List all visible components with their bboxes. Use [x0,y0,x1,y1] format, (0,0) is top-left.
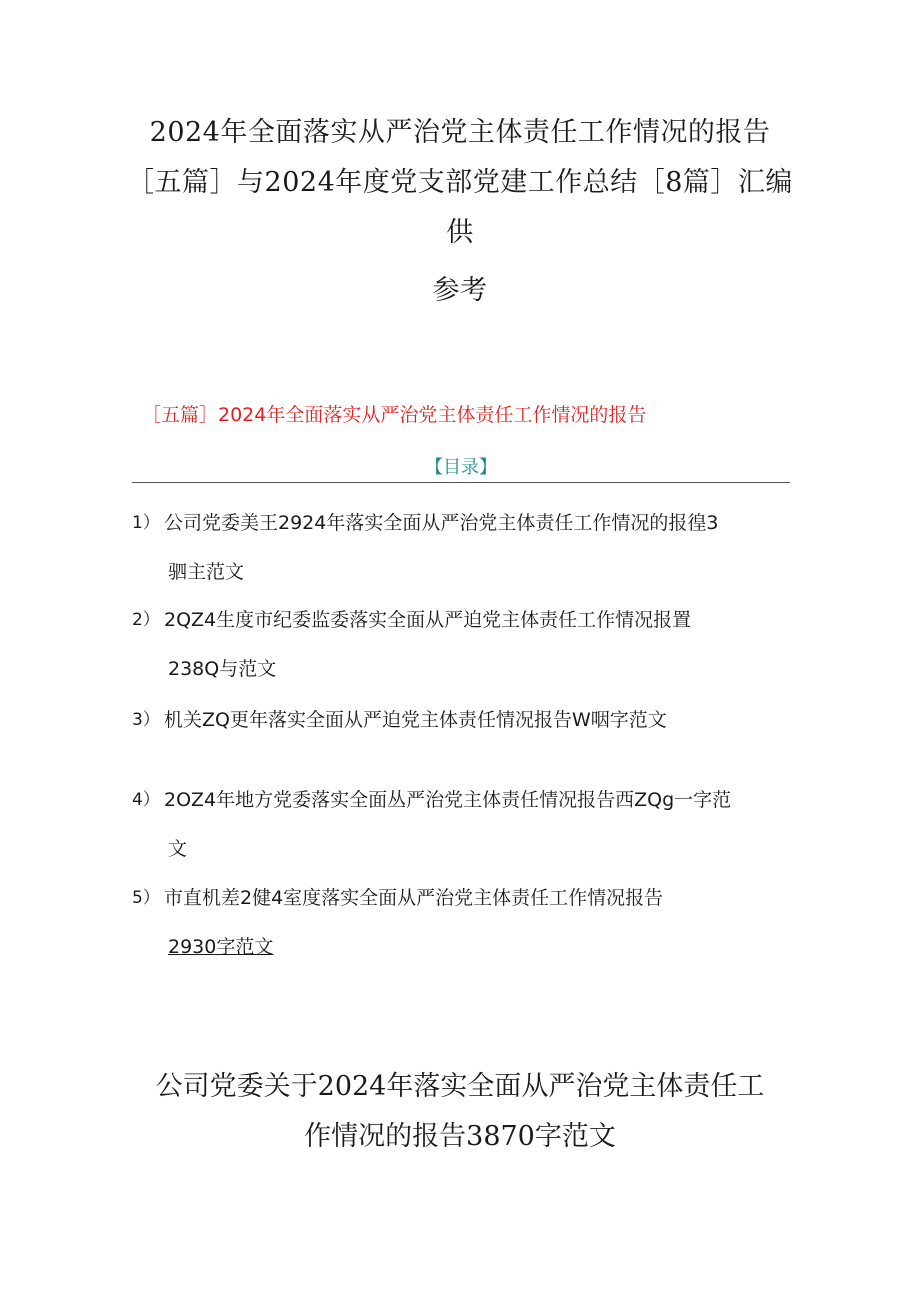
toc-item-line: 机关ZQ更年落实全面从严迫党主体责任情况报告W咽字范文 [164,709,667,731]
document-title [60,108,860,316]
title-line-4: 参考 [432,275,488,306]
toc-divider [132,482,790,483]
toc-item-line-continued: 238Q与范文 [168,658,277,680]
title-line-1: 2024年全面落实从严治党主体责任工作情况的报告 [149,117,771,148]
toc-item-number: 1） [132,513,160,533]
toc-item-line: 2QZ4生度市纪委监委落实全面从严迫党主体责任工作情况报置 [164,609,692,631]
toc-heading: 【目录】 [425,457,497,478]
title-line-2: ［五篇］与2024年度党支部党建工作总结［8篇］汇编 [127,167,793,198]
section-heading: ［五篇］2024年全面落实从严治党主体责任工作情况的报告 [142,404,647,426]
toc-item-line-continued: 文 [168,838,188,860]
toc-item-number: 5） [132,888,160,908]
toc-item-line: 市直机差2健4室度落实全面从严治党主体责任工作情况报告 [164,887,664,909]
article-title [60,1062,860,1162]
toc-item-number: 2） [132,610,160,630]
toc-item-line-continued: 2930字范文 [168,936,274,958]
article-title-line-1: 公司党委关于2024年落实全面从严治党主体责任工 [155,1071,765,1102]
toc-item-number: 3） [132,710,160,730]
toc-item-line: 2OZ4年地方党委落实全面丛严治党主体责任情况报告西ZQg一字范 [164,789,732,811]
toc-item-number: 4） [132,790,160,810]
toc-item-line-continued: 驷主范文 [168,561,245,583]
article-title-line-2: 作情况的报告3870字范文 [304,1121,616,1152]
toc-item-line: 公司党委美王2924年落实全面从严治党主体责任工作情况的报徨3 [164,512,719,534]
title-line-3: 供 [446,217,474,248]
